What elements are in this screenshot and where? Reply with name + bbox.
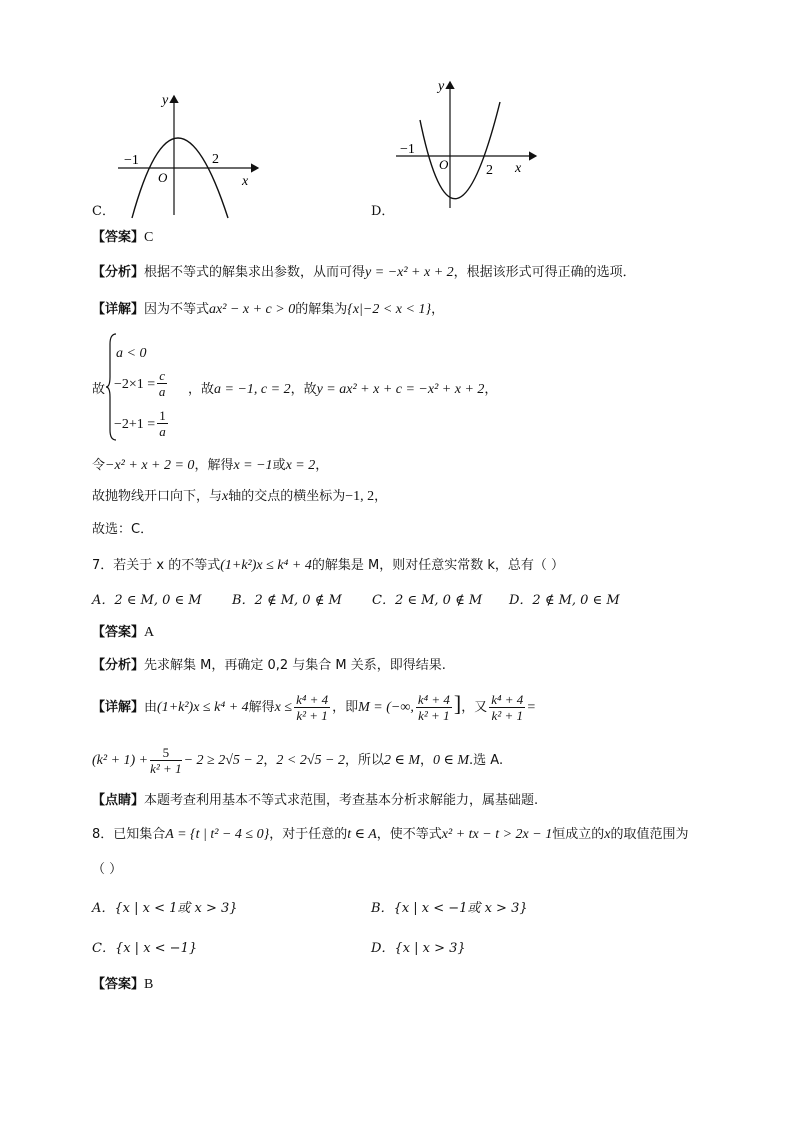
q6-para-a: 故抛物线开口向下，与: [92, 489, 223, 504]
q8-stem-d: 恒成立的: [552, 827, 605, 842]
option-d-label: D．: [371, 204, 395, 219]
q7-line2-d: 2 < 2√5 − 2: [276, 753, 345, 768]
graph-c: [90, 88, 270, 223]
q6-analysis-eq: y = −x² + x + 2: [365, 265, 454, 280]
q6-ling-sol2: x = 2: [285, 458, 316, 473]
q6-ling-b: ，解得: [194, 458, 234, 473]
q6-sys-line3: [114, 408, 170, 439]
q6-detail-set: {x|−2 < x < 1}: [347, 302, 432, 317]
q6-ling: [92, 457, 328, 475]
q8-answer: [92, 976, 153, 994]
q7-stem-a: 7．若关于 x 的不等式: [92, 558, 221, 573]
q7-comment-text: 本题考查利用基本不等式求范围，考查基本分析求解能力，属基础题.: [144, 793, 539, 808]
q7-detail-eq: =: [527, 700, 536, 715]
q8-option-d[interactable]: D．{x | x > 3}: [371, 941, 466, 956]
q7-option-a[interactable]: A．2 ∈ M, 0 ∈ M: [92, 593, 202, 608]
q7-frac3-den: k² + 1: [491, 708, 523, 723]
q7-line2-num: 5: [150, 745, 181, 761]
q8-stem-a: 8．已知集合: [92, 827, 166, 842]
q6-sys-after-a: ，故: [188, 382, 215, 397]
q7-detail-frac3: [489, 692, 525, 723]
q7-answer: [92, 624, 154, 642]
q7-option-d[interactable]: D．2 ∉ M, 0 ∈ M: [509, 593, 620, 608]
q7-analysis-tag: 【分析】: [92, 658, 145, 673]
q6-sys-line1: a < 0: [116, 346, 147, 361]
q6-sys-after: [188, 378, 497, 398]
q6-system: [92, 330, 692, 445]
q6-analysis-tag: 【分析】: [92, 265, 145, 280]
q8-paren: （ ）: [92, 862, 123, 877]
q6-detail-text-c: ，: [431, 302, 445, 317]
q6-para-vals: −1, 2: [345, 489, 375, 504]
q6-ling-sol: x = −1: [233, 458, 273, 473]
q6-sys3-frac: [157, 408, 168, 439]
q6-para: [92, 488, 387, 506]
graph-c-two: 2: [212, 152, 219, 167]
q6-analysis: [92, 264, 636, 282]
q8-stem-e: 的取值范围为: [610, 827, 689, 842]
graph-c-neg1: −1: [124, 153, 139, 168]
q6-sys3-den: a: [159, 424, 166, 439]
q7-detail-b: 解得: [248, 700, 275, 715]
q6-sys-after-c: ，: [484, 382, 498, 397]
q6-ling-or: 或: [272, 458, 286, 473]
q6-sys2-den: a: [158, 384, 166, 399]
q6-sys-after-eq2: y = ax² + x + c = −x² + x + 2: [316, 382, 485, 397]
graph-d-svg: [388, 76, 548, 211]
q7-detail-d: ，又: [461, 700, 488, 715]
q7-option-c[interactable]: C．2 ∈ M, 0 ∉ M: [372, 593, 483, 608]
q7-detail-ineq: (1+k²)x ≤ k⁴ + 4: [157, 700, 249, 715]
q7-stem-ineq: (1+k²)x ≤ k⁴ + 4: [220, 558, 312, 573]
q8-stem-b: ，对于任意的: [269, 827, 348, 842]
q8-stem: [92, 826, 688, 844]
graph-d-origin: O: [439, 157, 449, 172]
q6-gu: 故: [92, 382, 106, 397]
q7-line2-h: 0 ∈ M: [433, 753, 470, 768]
q6-sys-after-eq1: a = −1, c = 2: [214, 382, 291, 397]
graph-c-parabola: [132, 138, 228, 218]
graph-c-svg: [90, 88, 270, 223]
q6-sys3-left: −2+1 =: [114, 417, 156, 432]
option-c-label: C．: [92, 204, 115, 219]
q7-detail-a: 由: [144, 700, 158, 715]
q6-sys-line2: [114, 368, 169, 399]
q7-line2-f: 2 ∈ M: [383, 753, 420, 768]
q7-answer-value: A: [144, 625, 155, 640]
q6-analysis-text-a: 根据不等式的解集求出参数，从而可得: [144, 265, 366, 280]
q6-answer: [92, 229, 153, 247]
q7-line2-a: (k² + 1) +: [92, 753, 149, 768]
q7-comment-tag: 【点睛】: [92, 793, 145, 808]
q6-detail-text-b: 的解集为: [295, 302, 348, 317]
q7-option-b[interactable]: B．2 ∉ M, 0 ∉ M: [232, 593, 342, 608]
q7-detail-x: x ≤: [274, 700, 293, 715]
q6-sys2-num: c: [159, 368, 165, 383]
graph-d-two: 2: [486, 163, 493, 178]
q6-sys3-num: 1: [159, 408, 166, 423]
q7-detail-M: M = (−∞,: [358, 700, 414, 715]
q7-detail-frac2: [416, 692, 452, 723]
q6-sys-after-b: ，故: [290, 382, 317, 397]
q7-frac2-den: k² + 1: [418, 708, 450, 723]
q7-line2-den: k² + 1: [150, 761, 182, 776]
q6-detail-ineq: ax² − x + c > 0: [209, 302, 296, 317]
q6-choose: 故选：C．: [92, 522, 154, 537]
q8-stem-set: A = {t | t² − 4 ≤ 0}: [165, 827, 270, 842]
q8-option-c[interactable]: C．{x | x < −1}: [92, 941, 198, 956]
q8-option-b[interactable]: B．{x | x < −1或 x > 3}: [371, 901, 528, 916]
q6-para-x: x: [222, 489, 229, 504]
q7-frac1-num: k⁴ + 4: [296, 692, 329, 707]
q7-line2-c: ，: [263, 753, 277, 768]
q6-ling-eq: −x² + x + 2 = 0: [105, 458, 195, 473]
q7-line2-frac: [150, 745, 181, 776]
q7-detail-tag: 【详解】: [92, 700, 145, 715]
q7-detail-c: ，即: [332, 700, 359, 715]
q8-answer-tag: 【答案】: [92, 977, 145, 992]
graph-d-parabola: [420, 102, 500, 199]
q7-stem: [92, 557, 564, 575]
q8-stem-ineq: x² + tx − t > 2x − 1: [441, 827, 553, 842]
q7-line2-i: .选 A.: [469, 753, 504, 768]
q6-para-b: 轴的交点的横坐标为: [228, 489, 346, 504]
q8-stem-t: t ∈ A: [347, 827, 377, 842]
graph-c-y-label: y: [162, 93, 169, 108]
q7-detail-M-end: ]: [453, 691, 462, 716]
q6-detail: [92, 301, 444, 319]
q7-line2: [92, 745, 503, 776]
q6-detail-tag: 【详解】: [92, 302, 145, 317]
q7-stem-b: 的解集是 M，则对任意实常数 k，总有（ ）: [311, 558, 564, 573]
q8-stem-c: ，使不等式: [376, 827, 442, 842]
q7-frac3-num: k⁴ + 4: [491, 692, 524, 707]
q7-line2-e: ，所以: [344, 753, 384, 768]
q7-frac1-den: k² + 1: [296, 708, 328, 723]
q7-line2-b: − 2 ≥ 2√5 − 2: [183, 753, 264, 768]
q6-answer-tag: 【答案】: [92, 230, 145, 245]
graph-d: [388, 76, 548, 211]
q8-stem-x: x: [604, 827, 611, 842]
graph-c-origin: O: [158, 170, 168, 185]
q7-analysis-text: 先求解集 M，再确定 0,2 与集合 M 关系，即得结果.: [144, 658, 446, 673]
q7-answer-tag: 【答案】: [92, 625, 145, 640]
q8-option-a[interactable]: A．{x | x < 1或 x > 3}: [92, 901, 238, 916]
graph-c-x-label: x: [242, 174, 249, 189]
q6-sys2-frac: [157, 368, 167, 399]
graph-d-x-label: x: [515, 161, 522, 176]
q7-detail-frac1: [294, 692, 330, 723]
q6-para-c: ，: [374, 489, 388, 504]
q7-line2-g: ，: [420, 753, 434, 768]
q7-frac2-num: k⁴ + 4: [417, 692, 450, 707]
q6-sys2-left: −2×1 =: [114, 377, 156, 392]
graph-d-y-label: y: [438, 79, 445, 94]
q6-ling-a: 令: [92, 458, 106, 473]
graph-d-neg1: −1: [400, 142, 415, 157]
q6-analysis-text-b: ，根据该形式可得正确的选项．: [453, 265, 636, 280]
q7-detail: [92, 691, 535, 723]
q8-answer-value: B: [144, 977, 154, 992]
q7-comment: [92, 792, 538, 810]
q6-detail-text-a: 因为不等式: [144, 302, 210, 317]
q6-ling-c: ，: [315, 458, 329, 473]
q7-analysis: [92, 657, 446, 675]
q6-answer-value: C: [144, 230, 154, 245]
